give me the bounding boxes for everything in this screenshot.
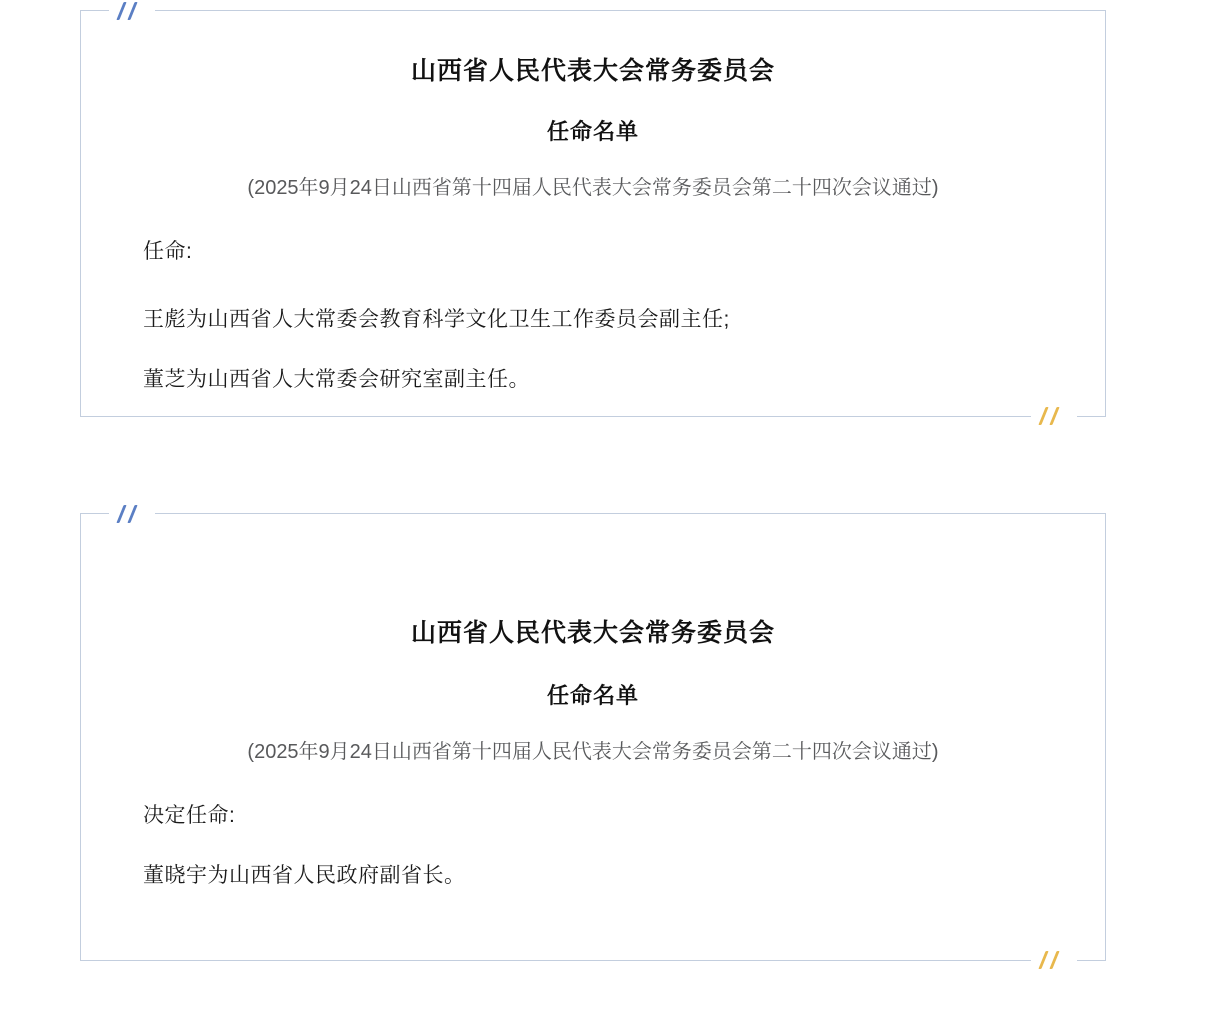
corner-slash-bottom-right-icon	[1031, 405, 1077, 427]
appointment-card-2	[80, 513, 1106, 961]
corner-slash-bottom-right-icon	[1031, 949, 1077, 971]
card-1-paragraph-0: 任命:	[143, 240, 193, 263]
corner-slash-top-left-icon	[109, 503, 155, 525]
card-1-subtitle: 任命名单	[546, 119, 639, 144]
card-1-paragraph-1: 王彪为山西省人大常委会教育科学文化卫生工作委员会副主任;	[143, 308, 730, 331]
card-1-paragraph-2: 董芝为山西省人大常委会研究室副主任。	[143, 368, 530, 391]
card-2-meta: (2025年9月24日山西省第十四届人民代表大会常务委员会第二十四次会议通过)	[247, 741, 939, 763]
card-2-paragraph-0: 决定任命:	[143, 804, 236, 827]
card-1-title: 山西省人民代表大会常务委员会	[410, 57, 775, 85]
card-2-subtitle: 任命名单	[546, 683, 639, 708]
appointment-card-1	[80, 10, 1106, 417]
card-2-paragraph-1: 董晓宇为山西省人民政府副省长。	[143, 864, 466, 887]
corner-slash-top-left-icon	[109, 0, 155, 22]
card-2-title: 山西省人民代表大会常务委员会	[410, 619, 775, 647]
card-1-meta: (2025年9月24日山西省第十四届人民代表大会常务委员会第二十四次会议通过)	[247, 177, 939, 199]
